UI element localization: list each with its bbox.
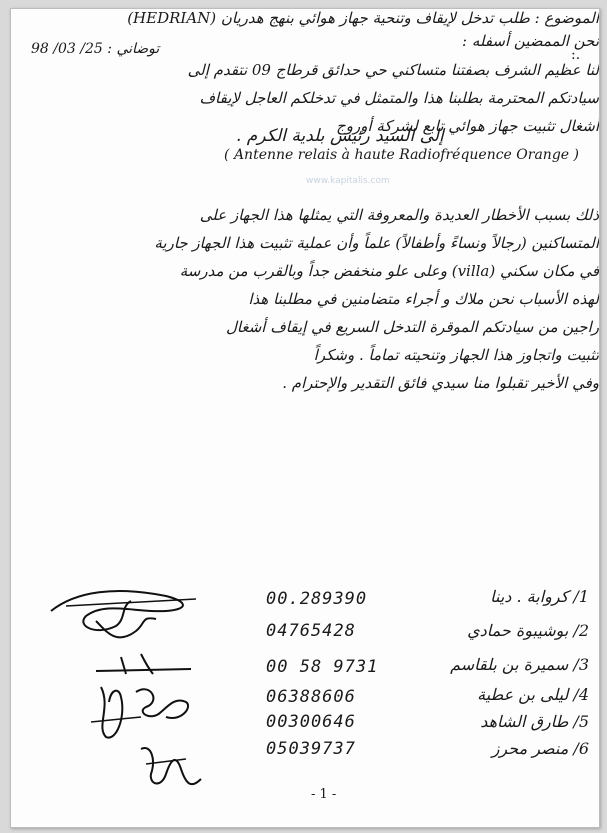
subject-line: الموضوع : طلب تدخل لإيقاف وتنحية جهاز هوائي بنهج هدريان (HEDRIAN)	[127, 9, 599, 27]
body-line: سيادتكم المحترمة بطلبنا هذا والمتمثل في تدخلكم العاجل لإيقاف	[199, 89, 599, 107]
corner-mark: :.	[571, 47, 581, 63]
signature-1	[46, 571, 196, 651]
body-line: المتساكنين (رجالاً ونساءً وأطفالاً) علماً وأن عملية تثبيت هذا الجهاز جارية	[154, 234, 599, 252]
signatory-name: 1/ كروابة . دينا	[490, 587, 589, 606]
signatory-name: 3/ سميرة بن بلقاسم	[450, 655, 589, 674]
body-line: لهذه الأسباب نحن ملاك و أجراء متضامنين في مطلبنا هذا	[248, 290, 599, 308]
signatory-name: 5/ طارق الشاهد	[480, 712, 589, 731]
subject-continuation: نحن الممضين أسفله :	[462, 32, 599, 50]
signatory-phone: 00 58 9731	[266, 657, 379, 677]
signatory-name: 2/ بوشيبوة حمادي	[467, 621, 589, 640]
signatory-name: 4/ ليلى بن عطية	[477, 685, 589, 704]
addressee-line: إلى السيد رئيس بلدية الكرم .	[236, 126, 444, 146]
signatory-phone: 05039737	[266, 739, 356, 759]
signature-3	[81, 677, 201, 747]
signatory-phone: 06388606	[266, 687, 356, 707]
watermark: www.kapitalis.com	[306, 176, 390, 186]
body-line: لنا عظيم الشرف بصفتنا متساكني حي حدائق قرطاج 09 نتقدم إلى	[187, 61, 599, 79]
signatory-phone: 00300646	[266, 712, 356, 732]
body-line: أشغال تثبيت جهاز هوائي تابع لشركة أوروج	[336, 117, 599, 135]
letter-page	[10, 8, 600, 828]
body-line: تثبيت واتجاوز هذا الجهاز وتنحيته تماماً . وشكراً	[313, 346, 599, 364]
signatory-name: 6/ منصر محرز	[491, 739, 589, 758]
body-line: ذلك بسبب الأخطار العديدة والمعروفة التي يمثلها هذا الجهاز على	[199, 206, 599, 224]
body-line-french: ( Antenne relais à haute Radiofréquence Orange )	[224, 147, 579, 163]
signatory-phone: 00.289390	[266, 589, 368, 609]
signatory-phone: 04765428	[266, 621, 356, 641]
date-line: توضاني : 25/ 03/ 98	[31, 41, 160, 57]
body-line: في مكان سكني (villa) وعلى علو منخفض جداً وبالقرب من مدرسة	[179, 262, 599, 280]
page-number: - 1 -	[311, 787, 337, 802]
signature-4	[131, 739, 211, 799]
body-line: راجين من سيادتكم الموقرة التدخل السريع في إيقاف أشغال	[226, 318, 599, 336]
body-line: وفي الأخير تقبلوا منا سيدي فائق التقدير والإحترام .	[282, 374, 599, 392]
